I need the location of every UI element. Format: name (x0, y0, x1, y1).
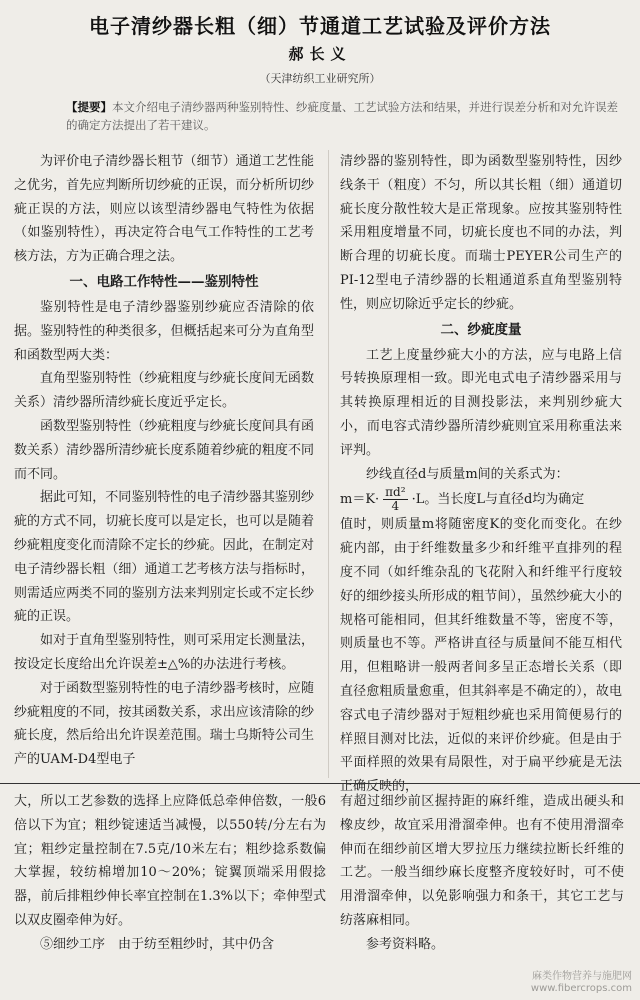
body-paragraph: 参考资料略。 (366, 936, 445, 952)
body-paragraph: ⑤细纱工序 由于纺至粗纱时，其中仍含 (40, 936, 275, 952)
mass-formula (340, 486, 622, 513)
author-name: 郝长义 (288, 45, 352, 63)
body-paragraph: 直角型鉴别特性（纱疵粗度与纱疵长度间无函数关系）清纱器所清纱疵长度近乎定长。 (14, 371, 314, 411)
bottom-left-column (14, 790, 326, 957)
section-divider (0, 783, 640, 785)
body-paragraph: 如对于直角型鉴别特性，则可采用定长测量法，按设定长度给出允许误差±△%的办法进行考核。 (14, 633, 314, 672)
formula-prefix: m＝K· (340, 492, 380, 508)
body-paragraph: 清纱器的鉴别特性，即为函数型鉴别特性，因纱线条干（粗度）不匀，所以其长粗（细）通道切疵长度分散性较大是正常现象。应按其鉴别特性采用粗度增量不同，切疵长度也不同的办法，判断合理的切疵长度。而瑞士PEYER公司生产的PI-12型电子清纱器的长粗通道系直角型鉴别特性，则应切除近乎定长的纱疵。 (340, 154, 622, 312)
section-heading: 一、电路工作特性——鉴别特性 (69, 273, 259, 290)
watermark-line-1: 麻类作物营养与施肥网 (532, 971, 632, 982)
body-paragraph: 大，所以工艺参数的选择上应降低总牵伸倍数，一般6倍以下为宜；粗纱锭速适当减慢，以550转/分左右为宜；粗纱定量控制在7.5克/10米左右；粗纱捻系数偏大掌握，较纺棉增加10～20%；锭翼顶端采用假捻器，前后排粗纱伸长率宜控制在1.3%以下；牵伸型式以双皮圈牵伸为好。 (14, 794, 326, 928)
body-paragraph: 对于函数型鉴别特性的电子清纱器考核时，应随纱疵粗度的不同，按其函数关系，求出应该清除的纱疵长度，然后给出允许误差范围。瑞士乌斯特公司生产的UAM-D4型电子 (14, 680, 314, 768)
column-divider (328, 150, 329, 778)
abstract-label: 【提要】 (66, 100, 112, 114)
body-paragraph: 工艺上度量纱疵大小的方法，应与电路上信号转换原理相一致。即光电式电子清纱器采用与其转换原理相近的目测投影法，来判别纱疵大小，而电容式清纱器所清纱疵则宜采用称重法来评判。 (340, 347, 622, 458)
formula-suffix: ·L。当长度L与直径d均为确定 (411, 492, 585, 508)
fraction-denominator: 4 (391, 499, 400, 514)
left-column (14, 150, 314, 772)
abstract-text: 本文介绍电子清纱器两种鉴别特性、纱疵度量、工艺试验方法和结果，并进行误差分析和对允许误差的确定方法提出了若干建议。 (66, 100, 618, 132)
site-watermark (531, 971, 632, 995)
body-paragraph: 纱线直径d与质量m间的关系式为： (366, 466, 569, 482)
formula-fraction (383, 486, 407, 513)
right-column (340, 150, 622, 799)
paper-title: 电子清纱器长粗（细）节通道工艺试验及评价方法 (89, 14, 551, 38)
section-heading: 二、纱疵度量 (440, 321, 522, 338)
fraction-numerator: πd² (385, 485, 406, 500)
body-paragraph: 值时，则质量m将随密度K的变化而变化。在纱疵内部，由于纤维数量多少和纤维平直排列的程度不同（如纤维杂乱的飞花附入和纤维平行度较好的细纱接头所形成的粗节间），虽然纱疵大小的规格可能相同，但其纤维数量不等，密度不等，则质量也不等。严格讲直径与质量间不能互相代用，但粗略讲一般两者间多呈正态增长关系（即直径愈粗质量愈重，但其斜率是不确定的），故电容式电子清纱器对于短粗纱疵也采用简便易行的样照目测对比法，近似的来评价纱疵。但是由于平面样照的效果有局限性，对于扁平纱疵是无法正确反映的， (340, 517, 622, 795)
body-paragraph: 有超过细纱前区握持距的麻纤维，造成出硬头和橡皮纱，故宜采用滑溜牵伸。也有不使用滑溜牵伸而在细纱前区增大罗拉压力继续拉断长纤维的工艺。一般当细纱麻长度整齐度较好时，可不使用滑溜牵伸，以免影响强力和条干，其它工艺与纺落麻相同。 (340, 794, 624, 928)
watermark-line-2: www.fibercrops.com (530, 983, 632, 994)
body-paragraph: 鉴别特性是电子清纱器鉴别纱疵应否清除的依据。鉴别特性的种类很多，但概括起来可分为直角型和函数型两大类： (14, 299, 314, 363)
abstract (66, 98, 618, 134)
author-affiliation: （天津纺织工业研究所） (259, 72, 381, 85)
bottom-right-column (340, 790, 624, 957)
body-paragraph: 据此可知，不同鉴别特性的电子清纱器其鉴别纱疵的方式不同，切疵长度可以是定长，也可以是随着纱疵粗度变化而清除不定长的纱疵。因此，在制定对电子清纱器长粗（细）通道工艺考核方法与指标时，则需适应两类不同的鉴别方法来判别定长或不定长纱疵的正误。 (14, 490, 314, 625)
body-paragraph: 为评价电子清纱器长粗节（细节）通道工艺性能之优劣，首先应判断所切纱疵的正误，而分析所切纱疵正误的方法，则应以该型清纱器电气特性为依据（如鉴别特性），再决定符合电气工作特性的工艺考核方法，方为正确合理之法。 (14, 154, 314, 265)
body-paragraph: 函数型鉴别特性（纱疵粗度与纱疵长度间具有函数关系）清纱器所清纱疵长度系随着纱疵的粗度不同而不同。 (14, 418, 314, 482)
